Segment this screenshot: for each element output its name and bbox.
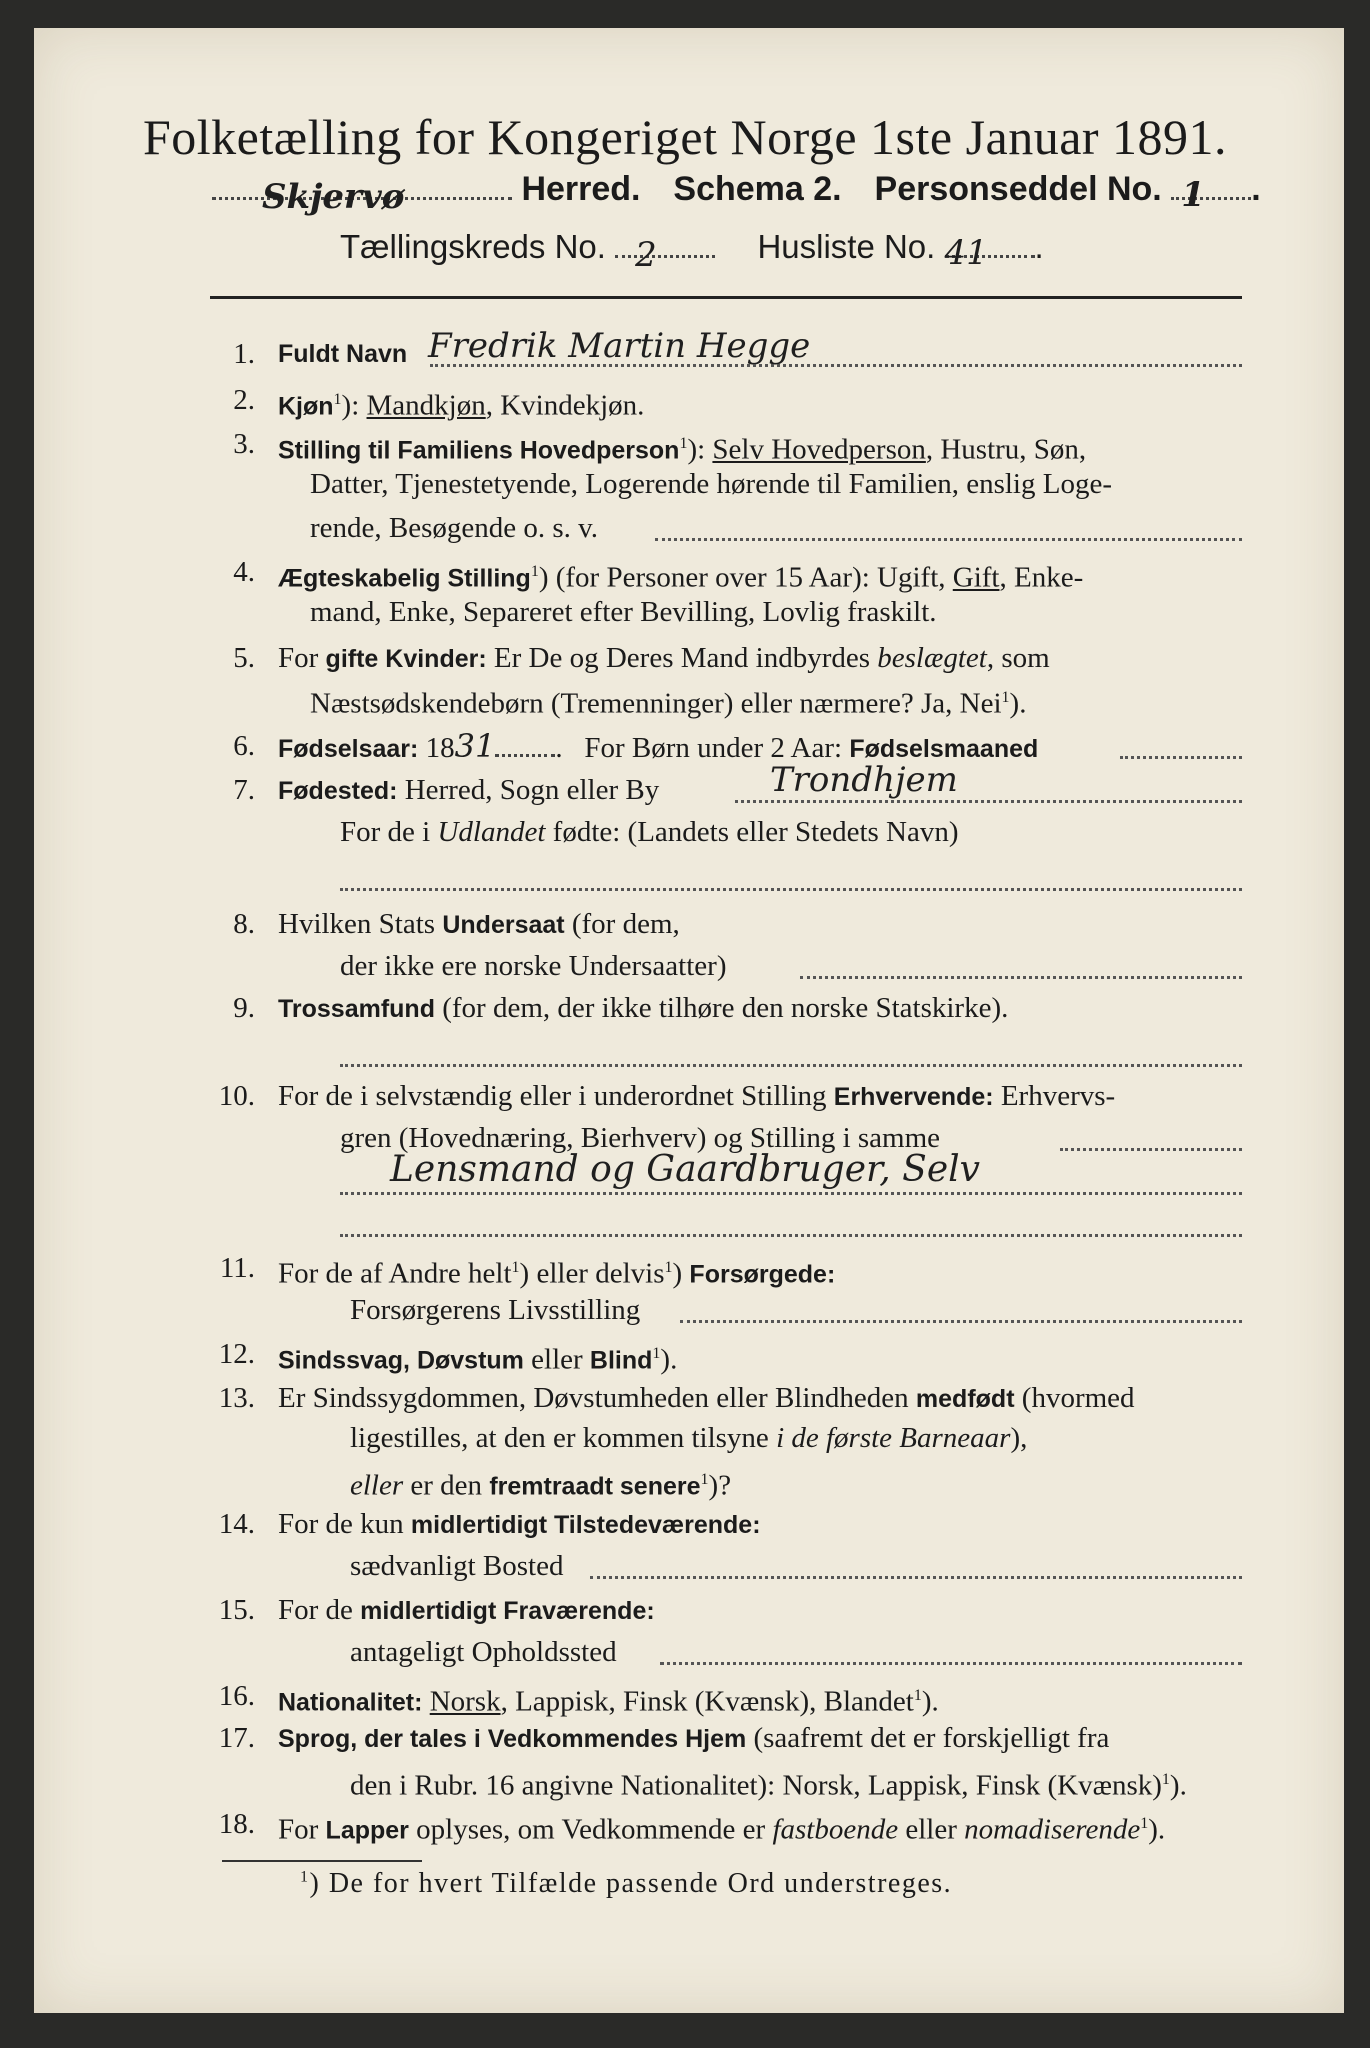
q6-year-prefix: 18	[425, 732, 455, 764]
q16-number: 16.	[218, 1680, 255, 1712]
q11-dotted-line	[680, 1320, 1242, 1323]
q14-dotted-line	[590, 1576, 1242, 1579]
q2-number: 2.	[233, 384, 255, 416]
q3-sup: 1	[679, 435, 688, 452]
q17-sup: 1	[1161, 1771, 1170, 1788]
q11-label: Forsørgede:	[689, 1260, 836, 1289]
q6-label2: Fødselsmaaned	[849, 735, 1039, 763]
q5-line2: Næstsødskendebørn (Tremenninger) eller nærmere? Ja, Nei	[310, 687, 1002, 720]
q18-sup: 1	[1140, 1815, 1149, 1832]
q6-text: Fødselsaar: 1831 . For Børn under 2 Aar: Fødselsmaaned	[278, 727, 1039, 765]
q16-text	[278, 1676, 939, 1723]
q14-label: midlertidigt Tilstedeværende:	[410, 1511, 761, 1539]
q15-text	[278, 1590, 655, 1631]
q4-number: 4.	[233, 556, 255, 588]
husliste-field	[944, 233, 1035, 273]
q6-year-value: 31	[454, 727, 496, 765]
q18-text	[278, 1804, 1165, 1851]
q8-dotted-line	[800, 976, 1242, 979]
personseddel-label: Personseddel No.	[874, 170, 1162, 208]
q4-pre: ) (for Personer over 15 Aar): Ugift,	[538, 561, 953, 594]
q17-text	[278, 1718, 1109, 1759]
q12-text	[278, 1334, 677, 1381]
q10-rest: Erhvervs-	[993, 1080, 1116, 1112]
q10-number: 10.	[218, 1080, 255, 1112]
q16-rest: , Lappisk, Finsk (Kvænsk), Blandet	[500, 1685, 914, 1718]
q5-number: 5.	[233, 642, 255, 674]
q9-text	[278, 988, 1008, 1029]
q2-text	[278, 380, 644, 427]
q5-end: ).	[1009, 687, 1027, 720]
q12-sup: 1	[652, 1345, 661, 1362]
q15-line2: antageligt Opholdssted	[350, 1636, 617, 1668]
q7-value: Trondhjem	[770, 760, 958, 800]
q15-pre: For de	[278, 1594, 361, 1626]
q13-sup: 1	[700, 1471, 709, 1488]
q13-line3-mid: er den	[403, 1469, 490, 1502]
footnote-text: ) De for hvert Tilfælde passende Ord understreges.	[309, 1868, 953, 1899]
q17-line2-wrap	[350, 1760, 1187, 1806]
q5-line2-wrap	[310, 678, 1026, 724]
q18-italic1: fastboende	[772, 1813, 899, 1846]
q14-pre: For de kun	[278, 1508, 411, 1540]
q12-label1: Sindssvag, Døvstum	[278, 1346, 524, 1375]
q17-line2: den i Rubr. 16 angivne Nationalitet): Norsk, Lappisk, Finsk (Kvænsk)	[350, 1769, 1162, 1802]
q7-dotted-line	[735, 800, 1242, 803]
q18-mid2: eller	[898, 1813, 965, 1846]
q5-pre: For	[278, 642, 326, 674]
q16-end: ).	[921, 1685, 939, 1718]
q10-label: Erhvervende:	[833, 1083, 994, 1111]
q10-text	[278, 1076, 1115, 1117]
q12-end: ).	[660, 1343, 678, 1376]
q10-dotted-line3	[340, 1234, 1242, 1237]
q5-sup: 1	[1001, 689, 1010, 706]
q11-sup1: 1	[511, 1259, 520, 1276]
q7-text	[278, 770, 659, 811]
q13-pre: Er Sindssygdommen, Døvstumheden eller Blindheden	[278, 1382, 916, 1414]
q2-sep: ):	[341, 389, 360, 422]
q4-sup: 1	[530, 563, 539, 580]
q4-opt-gift: Gift	[952, 561, 1000, 594]
q6-number: 6.	[233, 730, 255, 762]
q8-line2: der ikke ere norske Undersaatter)	[340, 950, 727, 982]
q18-pre: For	[278, 1813, 326, 1846]
q1-value: Fredrik Martin Hegge	[428, 326, 811, 366]
q13-line2-pre: ligestilles, at den er kommen tilsyne	[350, 1422, 777, 1454]
q7-label: Fødested:	[278, 777, 398, 805]
q13-line2-wrap	[350, 1418, 1027, 1458]
form-title: Folketælling for Kongeriget Norge 1ste Januar 1891.	[142, 109, 1228, 165]
q7-line2-italic: Udlandet	[437, 816, 546, 848]
footnote	[300, 1868, 952, 1900]
q16-sup: 1	[913, 1687, 922, 1704]
q6-mid: For Børn under 2 Aar:	[584, 732, 850, 764]
q7-line2-wrap	[340, 812, 959, 852]
q18-mid: oplyses, om Vedkommende er	[408, 1813, 773, 1846]
q4-rest: , Enke-	[999, 561, 1084, 594]
q2-opt-mandkjon: Mandkjøn	[366, 389, 486, 422]
q13-line3-label: fremtraadt senere	[489, 1472, 701, 1501]
q5-rest: , som	[986, 642, 1050, 674]
q13-line3-italic: eller	[350, 1469, 404, 1502]
q13-rest: (hvormed	[1014, 1382, 1135, 1414]
q18-label: Lapper	[325, 1816, 409, 1845]
q9-label: Trossamfund	[278, 995, 435, 1023]
q3-line3: rende, Besøgende o. s. v.	[310, 512, 599, 544]
q7-number: 7.	[233, 774, 255, 806]
q5-label: gifte Kvinder:	[325, 645, 487, 673]
q17-end: ).	[1169, 1769, 1187, 1802]
tellingskreds-label: Tællingskreds No.	[340, 228, 606, 265]
tellingskreds-field	[615, 235, 715, 275]
q3-line2: Datter, Tjenestetyende, Logerende hørende til Familien, enslig Loge-	[310, 468, 1112, 500]
q16-label: Nationalitet:	[278, 1688, 423, 1717]
q14-line2: sædvanligt Bosted	[350, 1550, 564, 1582]
q5-italic: beslægtet	[877, 642, 987, 674]
q8-label: Undersaat	[442, 911, 565, 939]
q18-italic2: nomadiserende	[964, 1813, 1141, 1846]
personseddel-value: 1	[1181, 175, 1205, 215]
tellingskreds-line: Tællingskreds No. 2 Husliste No. 41 .	[340, 228, 1044, 275]
personseddel-field	[1171, 175, 1251, 215]
q11-line2: Forsørgerens Livsstilling	[350, 1294, 641, 1326]
q15-number: 15.	[218, 1594, 255, 1626]
q3-opt-selv: Selv Hovedperson	[712, 433, 926, 466]
q15-label: midlertidigt Fraværende:	[360, 1597, 655, 1625]
q5-mid: Er De og Deres Mand indbyrdes	[486, 642, 878, 674]
q12-mid: eller	[523, 1343, 590, 1376]
q11-number: 11.	[219, 1252, 255, 1284]
herred-value: Skjervø	[262, 177, 405, 217]
husliste-label: Husliste No.	[757, 228, 936, 265]
q7-dotted-line2	[340, 888, 1242, 891]
husliste-value: 41	[944, 233, 988, 273]
q18-end: ).	[1148, 1813, 1166, 1846]
q12-label2: Blind	[589, 1346, 653, 1375]
q2-sup: 1	[333, 391, 342, 408]
q10-value: Lensmand og Gaardbruger, Selv	[390, 1149, 980, 1190]
q17-number: 17.	[218, 1722, 255, 1754]
q15-dotted-line	[660, 1662, 1242, 1665]
q17-label: Sprog, der tales i Vedkommendes Hjem	[278, 1725, 747, 1753]
q1-number: 1.	[233, 338, 255, 370]
q11-pre: For de af Andre helt	[278, 1257, 512, 1290]
q16-opt-norsk: Norsk	[429, 1685, 501, 1718]
q11-mid2: )	[672, 1257, 690, 1290]
q8-text	[278, 904, 680, 945]
q4-line2: mand, Enke, Separeret efter Bevilling, Lovlig fraskilt.	[310, 596, 937, 628]
q8-number: 8.	[233, 908, 255, 940]
herred-line: Skjervø Herred. Schema 2. Personseddel No. 1 .	[212, 170, 1261, 209]
tellingskreds-value: 2	[635, 235, 657, 275]
q13-label: medfødt	[915, 1385, 1015, 1413]
q3-number: 3.	[233, 428, 255, 460]
q11-text	[278, 1248, 835, 1295]
q18-number: 18.	[218, 1808, 255, 1840]
q13-text	[278, 1378, 1135, 1419]
q6-year-dots	[495, 754, 555, 757]
q9-rest: (for dem, der ikke tilhøre den norske Statskirke).	[434, 992, 1009, 1024]
q9-dotted-line	[340, 1064, 1242, 1067]
q14-number: 14.	[218, 1508, 255, 1540]
q2-rest: , Kvindekjøn.	[485, 389, 645, 422]
q13-line2-italic: i de første Barneaar	[776, 1422, 1011, 1454]
footnote-rule	[222, 1860, 422, 1862]
q8-pre: Hvilken Stats	[278, 908, 443, 940]
q17-rest: (saafremt det er forskjelligt fra	[746, 1722, 1110, 1754]
q3-label: Stilling til Familiens Hovedperson	[278, 436, 680, 465]
header-divider	[210, 296, 1242, 299]
q13-line3-end: )?	[708, 1469, 732, 1502]
herred-field	[212, 177, 512, 217]
q10-line2: gren (Hovednæring, Bierhverv) og Stilling i samme	[340, 1122, 941, 1154]
q7-line2-rest: fødte: (Landets eller Stedets Navn)	[545, 816, 959, 848]
q8-rest: (for dem,	[564, 908, 680, 940]
q13-line3-wrap	[350, 1460, 731, 1507]
q1-dotted-line	[430, 364, 1242, 367]
q10-dotted-line2	[340, 1192, 1242, 1195]
q3-sep: ):	[687, 433, 706, 466]
q14-text	[278, 1504, 761, 1545]
q11-mid: ) eller delvis	[519, 1257, 665, 1290]
q4-label: Ægteskabelig Stilling	[278, 564, 531, 593]
q7-rest: Herred, Sogn eller By	[397, 774, 660, 806]
q11-sup2: 1	[664, 1259, 673, 1276]
q10-dotted-line	[1060, 1148, 1242, 1151]
footnote-sup: 1	[300, 1868, 310, 1886]
q6-dotted-line	[1120, 756, 1242, 759]
herred-label: Herred.	[521, 170, 641, 208]
q10-pre: For de i selvstændig eller i underordnet Stilling	[278, 1080, 834, 1112]
q6-label: Fødselsaar:	[278, 735, 419, 763]
q13-number: 13.	[218, 1382, 255, 1414]
q13-line2-end: ),	[1010, 1422, 1028, 1454]
q1-label: Fuldt Navn	[278, 340, 408, 368]
q12-number: 12.	[218, 1338, 255, 1370]
q2-label: Kjøn	[278, 392, 334, 421]
q7-line2-pre: For de i	[340, 816, 438, 848]
q5-text	[278, 638, 1050, 679]
schema-label: Schema 2.	[673, 170, 842, 208]
q3-dotted-line	[655, 538, 1242, 541]
q9-number: 9.	[233, 992, 255, 1024]
q3-rest: , Hustru, Søn,	[925, 433, 1087, 466]
